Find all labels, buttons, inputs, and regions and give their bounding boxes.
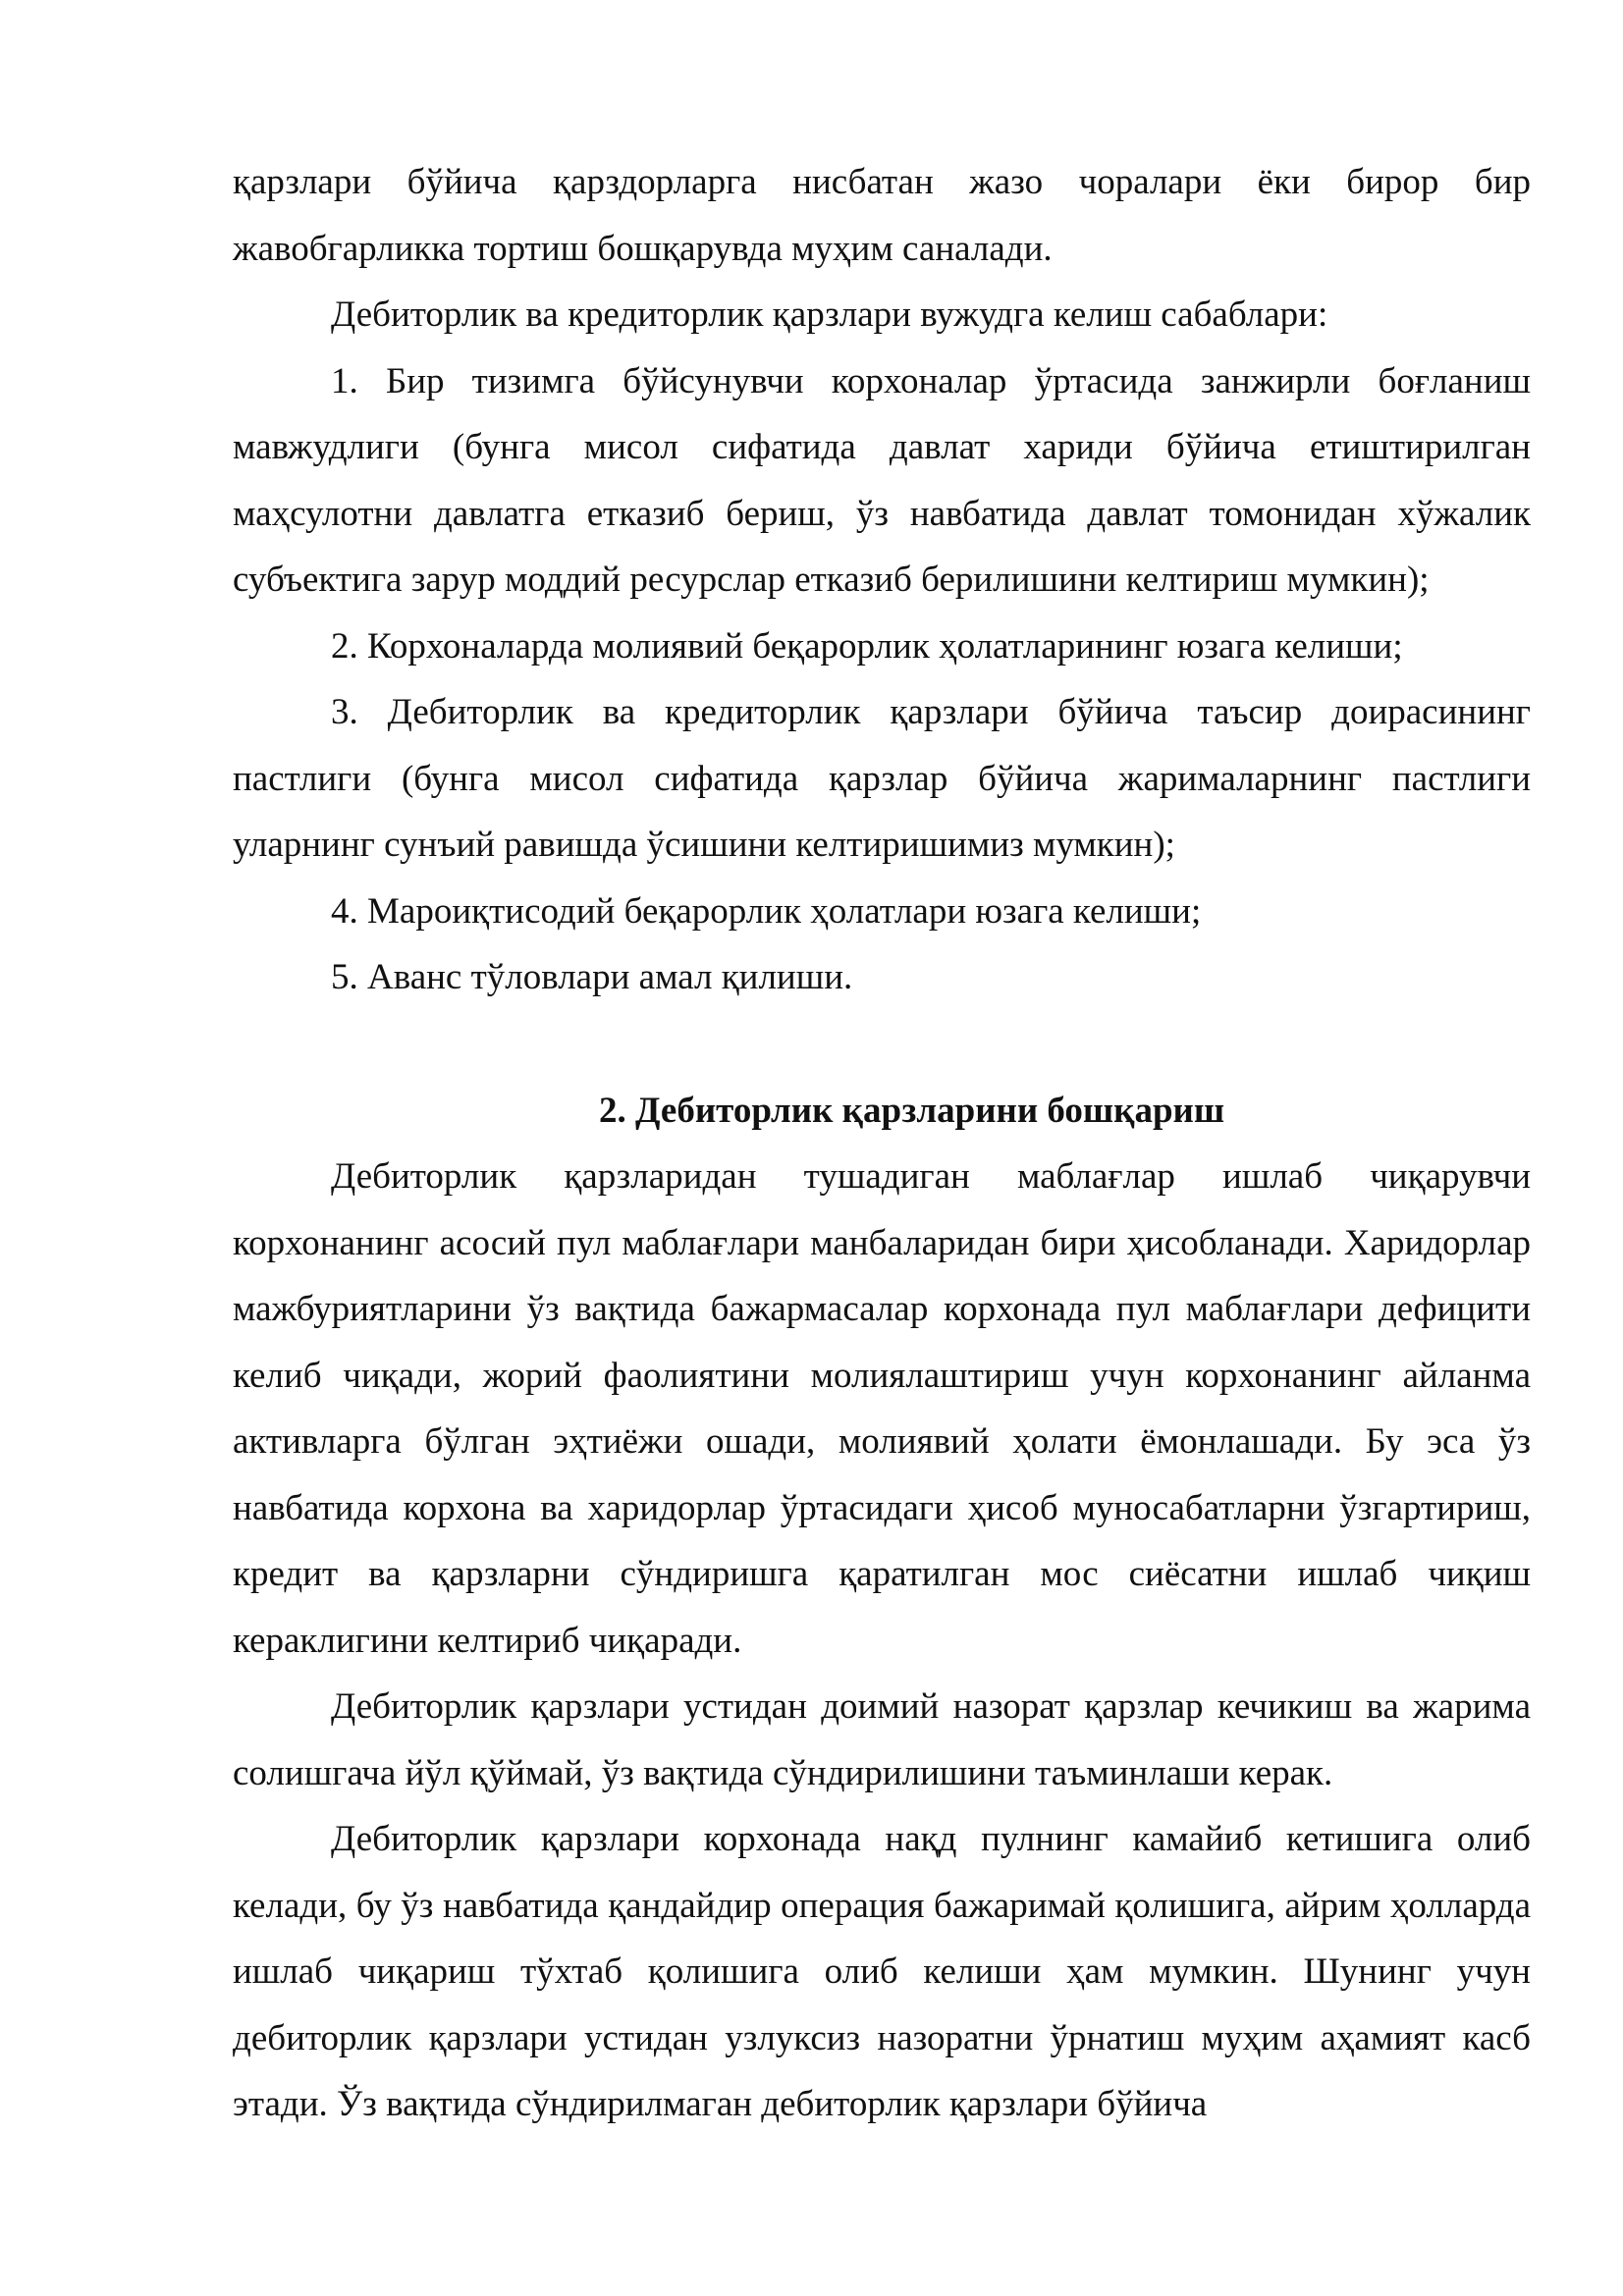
cause-item-1: 1. Бир тизимга бўйсунувчи корхоналар ўртасида занжирли боғланиш мавжудлиги (бунга мисол сифатида давлат хариди бўйича етиштирилган маҳсулотни давлатга етказиб бериш, ўз навбатида давлат томонидан хўжалик субъектига зарур моддий ресурслар етказиб берилишини келтириш мумкин); — [233, 360, 1531, 600]
section-paragraph-3: Дебиторлик қарзлари корхонада нақд пулнинг камайиб кетишига олиб келади, бу ўз навбатида қандайдир операция бажаримай қолишига, айрим ҳолларда ишлаб чиқариш тўхтаб қолишига олиб келиши ҳам мумкин. Шунинг учун дебиторлик қарзлари устидан узлуксиз назоратни ўрнатиш муҳим аҳамият касб этади. Ўз вақтида сўндирилмаган дебиторлик қарзлари бўйича — [233, 1819, 1531, 2124]
cause-item-3: 3. Дебиторлик ва кредиторлик қарзлари бўйича таъсир доирасининг пастлиги (бунга мисол сифатида қарзлар бўйича жарималарнинг пастлиги уларнинг сунъий равишда ўсишини келтиришимиз мумкин); — [233, 692, 1531, 865]
page-body — [233, 149, 1531, 2138]
cause-item-5: 5. Аванс тўловлари амал қилиши. — [331, 957, 853, 997]
section-paragraph-2: Дебиторлик қарзлари устидан доимий назорат қарзлар кечикиш ва жарима солишгача йўл қўймай, ўз вақтида сўндирилишини таъминлаши керак. — [233, 1686, 1531, 1793]
section-paragraph-1: Дебиторлик қарзларидан тушадиган маблағлар ишлаб чиқарувчи корхонанинг асосий пул маблағлари манбаларидан бири ҳисобланади. Харидорлар мажбуриятларини ўз вақтида бажармасалар корхонада пул маблағлари дефицити келиб чиқади, жорий фаолиятини молиялаштириш учун корхонанинг айланма активларга бўлган эҳтиёжи ошади, молиявий ҳолати ёмонлашади. Бу эса ўз навбатида корхона ва харидорлар ўртасидаги ҳисоб муносабатларни ўзгартириш, кредит ва қарзларни сўндиришга қаратилган мос сиёсатни ишлаб чиқиш кераклигини келтириб чиқаради. — [233, 1156, 1531, 1661]
intro-continuation-paragraph: қарзлари бўйича қарздорларга нисбатан жазо чоралари ёки бирор бир жавобгарликка тортиш бошқарувда муҳим саналади. — [233, 162, 1531, 269]
section-title: 2. Дебиторлик қарзларини бошқариш — [599, 1090, 1225, 1131]
section-spacer — [233, 1011, 1531, 1078]
cause-item-2: 2. Корхоналарда молиявий беқарорлик ҳолатларининг юзага келиши; — [331, 625, 1403, 667]
cause-item-4: 4. Мароиқтисодий беқарорлик ҳолатлари юзага келиши; — [331, 890, 1202, 932]
causes-heading-paragraph: Дебиторлик ва кредиторлик қарзлари вужудга келиш сабаблари: — [331, 294, 1328, 335]
